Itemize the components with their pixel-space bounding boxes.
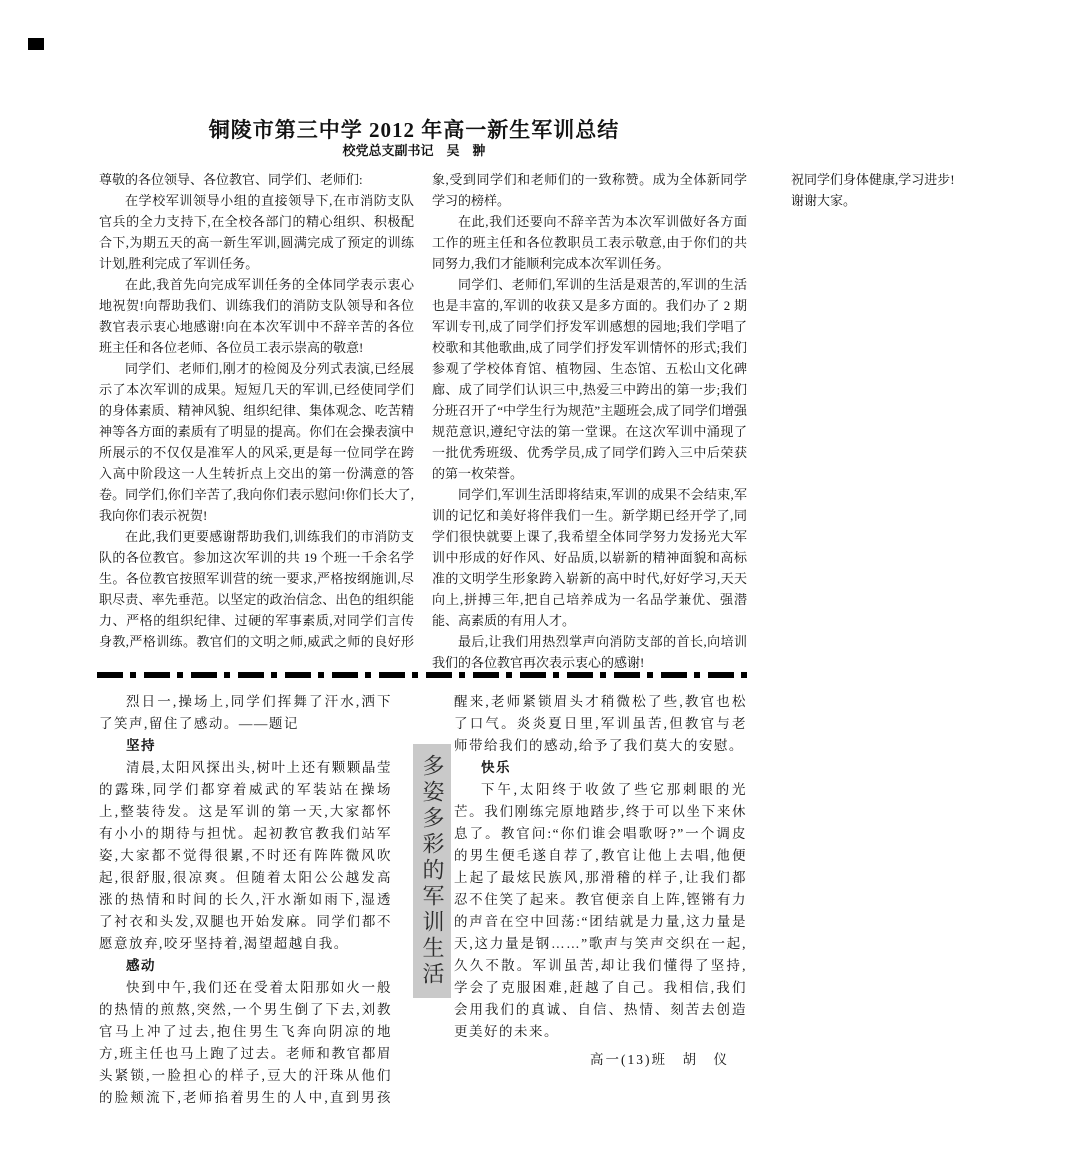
speech-paragraph: 最后,让我们用热烈掌声向消防支部的首长,向培训我们的各位教官再次表示衷心的感谢!	[432, 634, 747, 670]
speech-paragraph: 同学们,军训生活即将结束,军训的成果不会结束,军训的记忆和美好将伴我们一生。新学期已经开学了,同学们很快就要上课了,我希望全体同学努力发扬光大军训中形成的好作风、好品质,以崭新的精神面貌和高标准的文明学生形象跨入崭新的高中时代,好好学习,天天向上,拼搏三年,把自己培养成为一名品学兼优、强潜能、高素质的有用人才。	[432, 487, 747, 628]
dash-dot-divider	[97, 672, 747, 678]
speech-paragraph: 在此,我们更要感谢帮助我们,训练我们的市消防支队的各位教官。参加这次军训的共 19 个班一千余名学生。各位教官按照军训营的统一要求,严格按纲施训,尽职尽责、率先垂范。以坚定的政治信念、出色的组织能力、严格的组织纪律、过硬的军事素质,对同学们言传身教,严格训练。教官们的文明之师,威武之师的良好形象,受到同学们和老师们的一致称赞。成为全体新同学学习的榜样。	[99, 172, 747, 649]
section-heading-perseverance: 坚持	[126, 738, 156, 753]
section-heading-moved: 感动	[126, 958, 156, 973]
speech-paragraph: 同学们、老师们,刚才的检阅及分列式表演,已经展示了本次军训的成果。短短几天的军训,已经使同学们的身体素质、精神风貌、组织纪律、集体观念、吃苦精神等各方面的素质有了明显的提高。你们在会操表演中所展示的不仅仅是准军人的风采,更是每一位同学在跨入高中阶段这一人生转折点上交出的第一份满意的答卷。同学们,你们辛苦了,我向你们表示慰问!你们长大了,我向你们表示祝贺!	[99, 361, 414, 523]
section-heading-joy: 快乐	[481, 760, 511, 775]
speech-paragraph: 在此,我们还要向不辞辛苦为本次军训做好各方面工作的班主任和各位教职员工表示敬意,由于你们的共同努力,我们才能顺利完成本次军训任务。	[432, 214, 747, 271]
speech-body	[99, 169, 955, 675]
page-corner-mark	[28, 38, 44, 50]
byline: 校党总支副书记 吴 翀	[342, 143, 486, 158]
author-signature: 高一(13)班 胡 仪	[590, 1052, 729, 1067]
vertical-title-banner: 多姿多彩的军训生活	[413, 744, 451, 998]
epigraph: 烈日一,操场上,同学们挥舞了汗水,洒下了笑声,留住了感动。——题记	[99, 694, 392, 731]
speech-paragraph: 在学校军训领导小组的直接领导下,在市消防支队官兵的全力支持下,在全校各部门的精心组织、积极配合下,为期五天的高一新生军训,圆满完成了预定的训练计划,胜利完成了军训任务。	[99, 193, 414, 271]
section-text: 下午,太阳终于收敛了些它那刺眼的光芒。我们刚练完原地踏步,终于可以坐下来休息了。教官问:“你们谁会唱歌呀?”一个调皮的男生便毛遂自荐了,教官让他上去唱,他便上起了最炫民族风,那滑稽的样子,让我们都忍不住笑了起来。教官便亲自上阵,铿锵有力的声音在空中回荡:“团结就是力量,这力量是天,这力量是钢……”歌声与笑声交织在一起,久久不散。军训虽苦,却让我们懂得了坚持,学会了克服困难,赶越了自己。我相信,我们会用我们的真诚、自信、热情、刻苦去创造更美好的未来。	[454, 782, 747, 1039]
salutation: 尊敬的各位领导、各位教官、同学们、老师们:	[99, 172, 363, 187]
speech-paragraph: 在此,我首先向完成军训任务的全体同学表示衷心地祝贺!向帮助我们、训练我们的消防支队领导和各位教官表示衷心地感谢!向在本次军训中不辞辛苦的各位班主任和各位老师、各位员工表示崇高的敬意!	[99, 277, 414, 355]
speech-paragraph: 祝同学们身体健康,学习进步!	[791, 172, 955, 187]
section-text: 清晨,太阳风探出头,树叶上还有颗颗晶莹的露珠,同学们都穿着威武的军装站在操场上,整装待发。这是军训的第一天,大家都怀有小小的期待与担忧。起初教官教我们站军姿,大家都不觉得很累,不时还有阵阵微风吹起,很舒服,很凉爽。但随着太阳公公越发高涨的热情和时间的长久,汗水渐如雨下,湿透了衬衣和头发,双腿也开始发麻。同学们都不愿意放弃,咬牙坚持着,渴望超越自我。	[99, 760, 392, 951]
section-text: 快到中午,我们还在受着太阳那如火一般的热情的煎熬,突然,一个男生倒了下去,刘教官马上冲了过去,抱住男生飞奔向阴凉的地方,班主任也马上跑了过去。老师和教官都眉头紧锁,一脸担心的样子,豆大的汗珠从他们的脸颊流下,老师掐着男生的人中,直到男孩醒来,老师紧锁眉头才稍微松了些,教官也松了口气。炎炎夏日里,军训虽苦,但教官与老师带给我们的感动,给予了我们莫大的安慰。	[99, 694, 747, 1105]
page-title: 铜陵市第三中学 2012 年高一新生军训总结	[208, 118, 620, 143]
speech-paragraph: 同学们、老师们,军训的生活是艰苦的,军训的生活也是丰富的,军训的收获又是多方面的。我们办了 2 期军训专刊,成了同学们抒发军训感想的园地;我们学唱了校歌和其他歌曲,成了同学们抒发军训情怀的形式;我们参观了学校体育馆、植物园、生态馆、五松山文化碑廊、成了同学们认识三中,热爱三中跨出的第一步;我们分班召开了“中学生行为规范”主题班会,成了同学们增强规范意识,遵纪守法的第一堂课。在这次军训中涌现了一批优秀班级、优秀学员,成了同学们跨入三中后荣获的第一枚荣誉。	[432, 277, 747, 481]
speech-paragraph: 谢谢大家。	[791, 193, 857, 208]
